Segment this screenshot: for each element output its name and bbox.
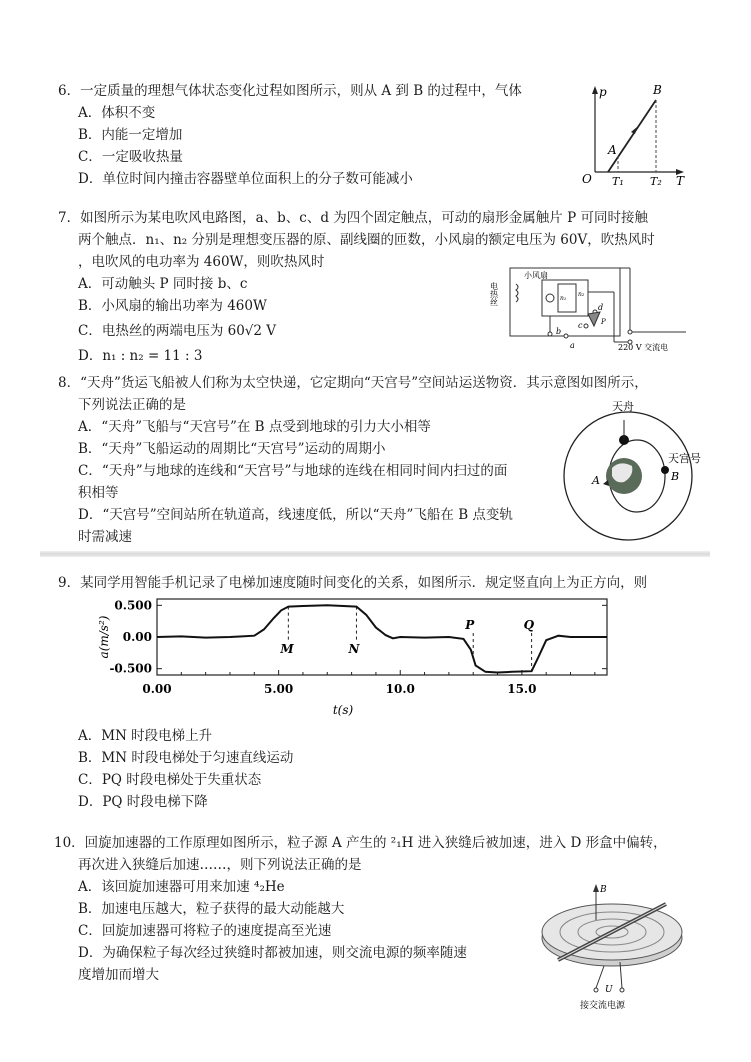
q7-option-b: B．小风扇的输出功率为 460W — [78, 298, 267, 314]
q7-stem: 7．如图所示为某电吹风电路图，a、b、c、d 为四个固定触点，可动的扇形金属触片 P 可同时接触 — [58, 210, 648, 226]
q9-option-c: C．PQ 时段电梯处于失重状态 — [78, 772, 262, 788]
q10-stem: 10．回旋加速器的工作原理如图所示，粒子源 A 产生的 ²₁H 进入狭缝后被加速，进入 D 形盒中偏转， — [54, 835, 667, 851]
q6-option-a: A．体积不变 — [78, 105, 156, 121]
q7-option-a: A．可动触头 P 同时接 b、c — [78, 276, 248, 292]
q8-stem: 8．“天舟”货运飞船被人们称为太空快递，它定期向“天宫号”空间站运送物资．其示意图如图所示， — [58, 375, 648, 391]
q6-option-c: C．一定吸收热量 — [78, 149, 183, 165]
q10-option-a: A．该回旋加速器可用来加速 ⁴₂He — [78, 879, 285, 895]
q7-p-label: P — [601, 318, 606, 326]
q8-a-label: A — [592, 474, 600, 487]
q7-fan-label: 小风扇 — [524, 271, 548, 280]
q7-circuit-diagram — [490, 262, 690, 354]
chart-annotation-label: P — [465, 618, 475, 632]
chart-series-line — [157, 605, 607, 672]
chart-annotation-label: M — [280, 642, 294, 656]
q8-orbit-diagram — [562, 398, 712, 546]
q6-origin-label: O — [582, 172, 592, 186]
q7-stem-line2: 两个触点．n₁、n₂ 分别是理想变压器的原、副线圈的匝数，小风扇的额定电压为 60V，吹热风时 — [78, 232, 655, 248]
chart-xlabel: t(s) — [332, 703, 354, 717]
q8-tianzhou-label: 天舟 — [612, 400, 634, 413]
q8-option-b: B．“天舟”飞船运动的周期比“天宫号”运动的周期小 — [78, 441, 386, 457]
q9-acceleration-chart — [90, 596, 630, 720]
q9-option-a: A．MN 时段电梯上升 — [78, 728, 213, 744]
page-fold-divider — [40, 551, 710, 557]
q8-tiangong-label: 天宫号 — [668, 452, 701, 465]
q10-stem-line2: 再次进入狭缝后加速……，则下列说法正确的是 — [78, 857, 362, 873]
q8-option-c-cont: 积相等 — [78, 485, 119, 501]
chart-xtick-label: 0.00 — [142, 682, 172, 696]
q7-heater-label: 电热丝 — [490, 282, 499, 306]
q8-b-label: B — [671, 470, 680, 483]
q8-option-a: A．“天舟”飞船与“天宫号”在 B 点受到地球的引力大小相等 — [78, 419, 431, 435]
q7-option-c: C．电热丝的两端电压为 60√2 V — [78, 323, 277, 339]
q6-b-label: B — [653, 83, 662, 97]
q8-option-c: C．“天舟”与地球的连线和“天宫号”与地球的连线在相同时间内扫过的面 — [78, 463, 508, 479]
q10-u-label: U — [605, 985, 613, 995]
question-8 — [58, 372, 648, 548]
q7-c-label: c — [578, 321, 583, 330]
q9-option-b: B．MN 时段电梯处于匀速直线运动 — [78, 750, 294, 766]
q7-n2-label: n₂ — [578, 291, 585, 298]
q6-p-label: p — [599, 85, 607, 99]
q6-stem: 6．一定质量的理想气体状态变化过程如图所示，则从 A 到 B 的过程中，气体 — [58, 83, 522, 99]
q7-supply-label: 220 V 交流电 — [618, 343, 669, 352]
q10-option-d-cont: 度增加而增大 — [78, 967, 159, 983]
q7-b-label: b — [556, 327, 562, 336]
q10-option-c: C．回旋加速器可将粒子的速度提高至光速 — [78, 923, 332, 939]
q9-option-d: D．PQ 时段电梯下降 — [78, 794, 208, 810]
q6-t-axis-label: T — [676, 174, 685, 188]
question-9 — [58, 572, 647, 594]
q7-stem-line3: ，电吹风的电功率为 460W，则吹热风时 — [78, 254, 325, 270]
chart-annotation-label: Q — [523, 618, 535, 632]
q10-option-d: D．为确保粒子每次经过狭缝时都被加速，则交流电源的频率随速 — [78, 945, 467, 961]
q7-option-d: D．n₁ : n₂ = 11 : 3 — [78, 348, 203, 364]
q7-a-label: a — [570, 341, 575, 350]
q10-option-b: B．加速电压越大，粒子获得的最大动能越大 — [78, 901, 345, 917]
chart-xtick-label: 5.00 — [264, 682, 294, 696]
chart-ytick-label: 0.500 — [114, 598, 152, 613]
chart-ytick-label: -0.500 — [109, 661, 152, 676]
q10-b-label: B — [600, 885, 607, 895]
q6-a-label: A — [608, 143, 617, 157]
q8-stem-line2: 下列说法正确的是 — [78, 397, 186, 413]
q8-option-d: D．“天宫号”空间站所在轨道高，线速度低，所以“天舟”飞船在 B 点变轨 — [78, 507, 513, 523]
q7-n1-label: n₁ — [560, 295, 567, 302]
q8-option-d-cont: 时需减速 — [78, 529, 132, 545]
q10-caption: 接交流电源 — [580, 1001, 626, 1011]
q6-option-d: D．单位时间内撞击容器壁单位面积上的分子数可能减小 — [78, 171, 413, 187]
q7-d-label: d — [598, 303, 604, 312]
chart-ylabel: a(m/s²) — [97, 615, 111, 659]
q10-cyclotron-diagram — [540, 880, 690, 1015]
q6-t1-label: T₁ — [612, 175, 624, 188]
chart-annotation-label: N — [348, 642, 360, 656]
chart-ytick-label: 0.00 — [122, 630, 152, 644]
question-6 — [58, 80, 522, 190]
q9-stem: 9．某同学用智能手机记录了电梯加速度随时间变化的关系，如图所示．规定竖直向上为正方向，则 — [58, 575, 648, 591]
q6-option-b: B．内能一定增加 — [78, 127, 183, 143]
q6-pt-diagram — [580, 82, 690, 192]
chart-xtick-label: 15.0 — [507, 682, 537, 696]
chart-xtick-label: 10.0 — [385, 682, 415, 696]
q6-t2-label: T₂ — [650, 175, 662, 188]
question-9-options — [58, 725, 293, 813]
